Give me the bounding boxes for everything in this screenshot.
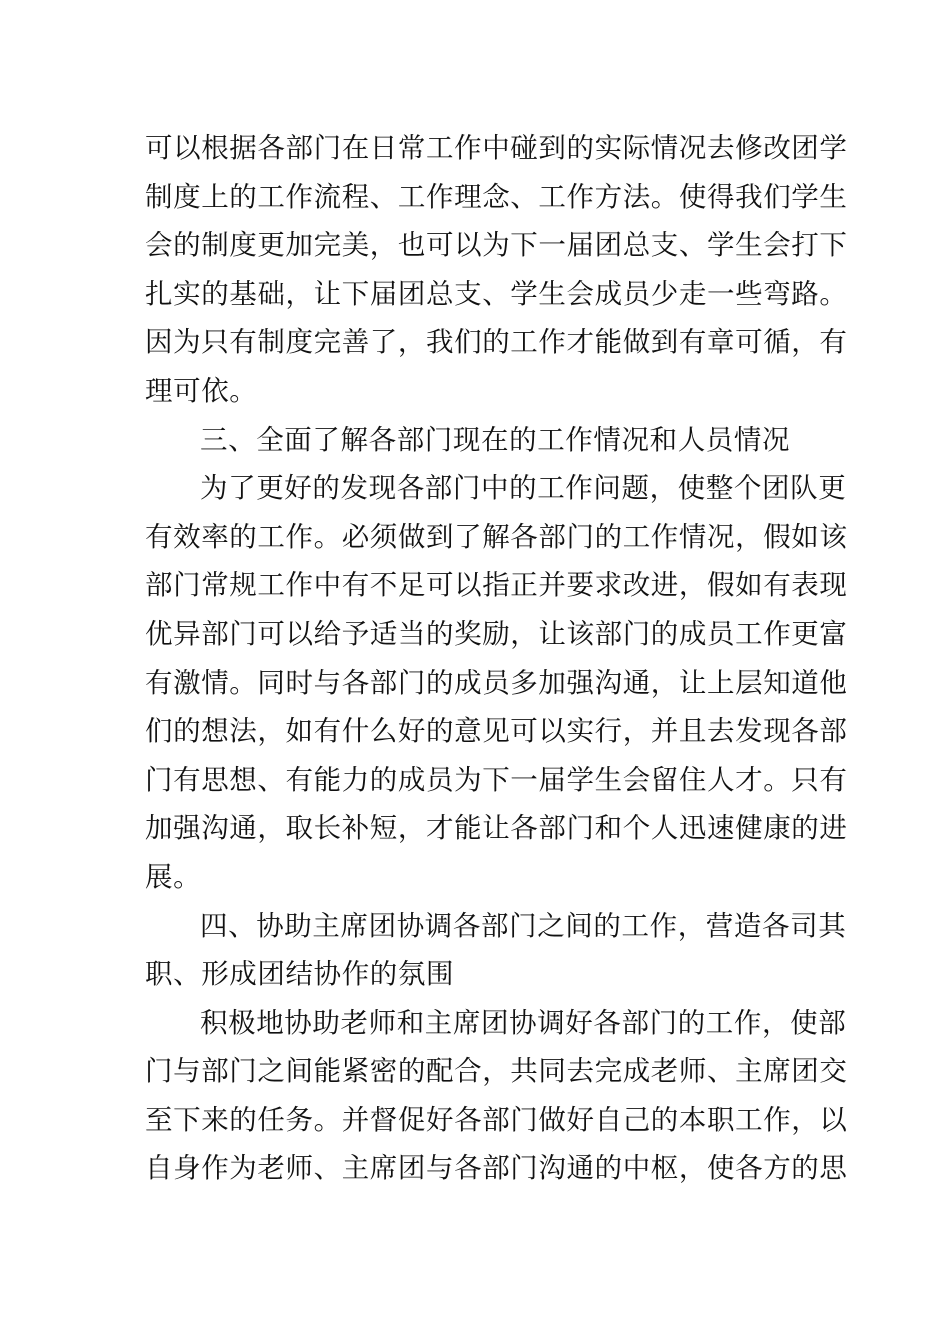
text-line: 优异部门可以给予适当的奖励，让该部门的成员工作更富 [145, 617, 848, 650]
text-line: 因为只有制度完善了，我们的工作才能做到有章可循，有 [145, 326, 848, 359]
text-line: 加强沟通，取长补短，才能让各部门和个人迅速健康的进 [145, 812, 848, 845]
text-line: 四、协助主席团协调各部门之间的工作，营造各司其 [200, 909, 847, 942]
text-line: 职、形成团结协作的氛围 [145, 958, 455, 991]
text-line: 们的想法，如有什么好的意见可以实行，并且去发现各部 [145, 715, 848, 748]
text-line: 为了更好的发现各部门中的工作问题，使整个团队更 [200, 472, 847, 505]
text-line: 有激情。同时与各部门的成员多加强沟通，让上层知道他 [145, 666, 848, 699]
text-line: 制度上的工作流程、工作理念、工作方法。使得我们学生 [145, 180, 848, 213]
text-line: 有效率的工作。必须做到了解各部门的工作情况，假如该 [145, 520, 848, 553]
text-line: 门有思想、有能力的成员为下一届学生会留住人才。只有 [145, 763, 848, 796]
text-line: 门与部门之间能紧密的配合，共同去完成老师、主席团交 [145, 1055, 848, 1088]
text-line: 积极地协助老师和主席团协调好各部门的工作，使部 [200, 1006, 847, 1039]
text-line: 扎实的基础，让下届团总支、学生会成员少走一些弯路。 [145, 277, 848, 310]
text-line: 理可依。 [145, 374, 258, 407]
text-line: 展。 [145, 860, 202, 893]
text-line: 至下来的任务。并督促好各部门做好自己的本职工作，以 [145, 1103, 848, 1136]
text-line: 三、全面了解各部门现在的工作情况和人员情况 [200, 423, 791, 456]
text-line: 部门常规工作中有不足可以指正并要求改进，假如有表现 [145, 569, 848, 602]
text-line: 自身作为老师、主席团与各部门沟通的中枢，使各方的思 [145, 1152, 848, 1185]
text-line: 可以根据各部门在日常工作中碰到的实际情况去修改团学 [145, 132, 848, 164]
document-body [145, 124, 848, 1193]
text-line: 会的制度更加完美，也可以为下一届团总支、学生会打下 [145, 229, 848, 262]
